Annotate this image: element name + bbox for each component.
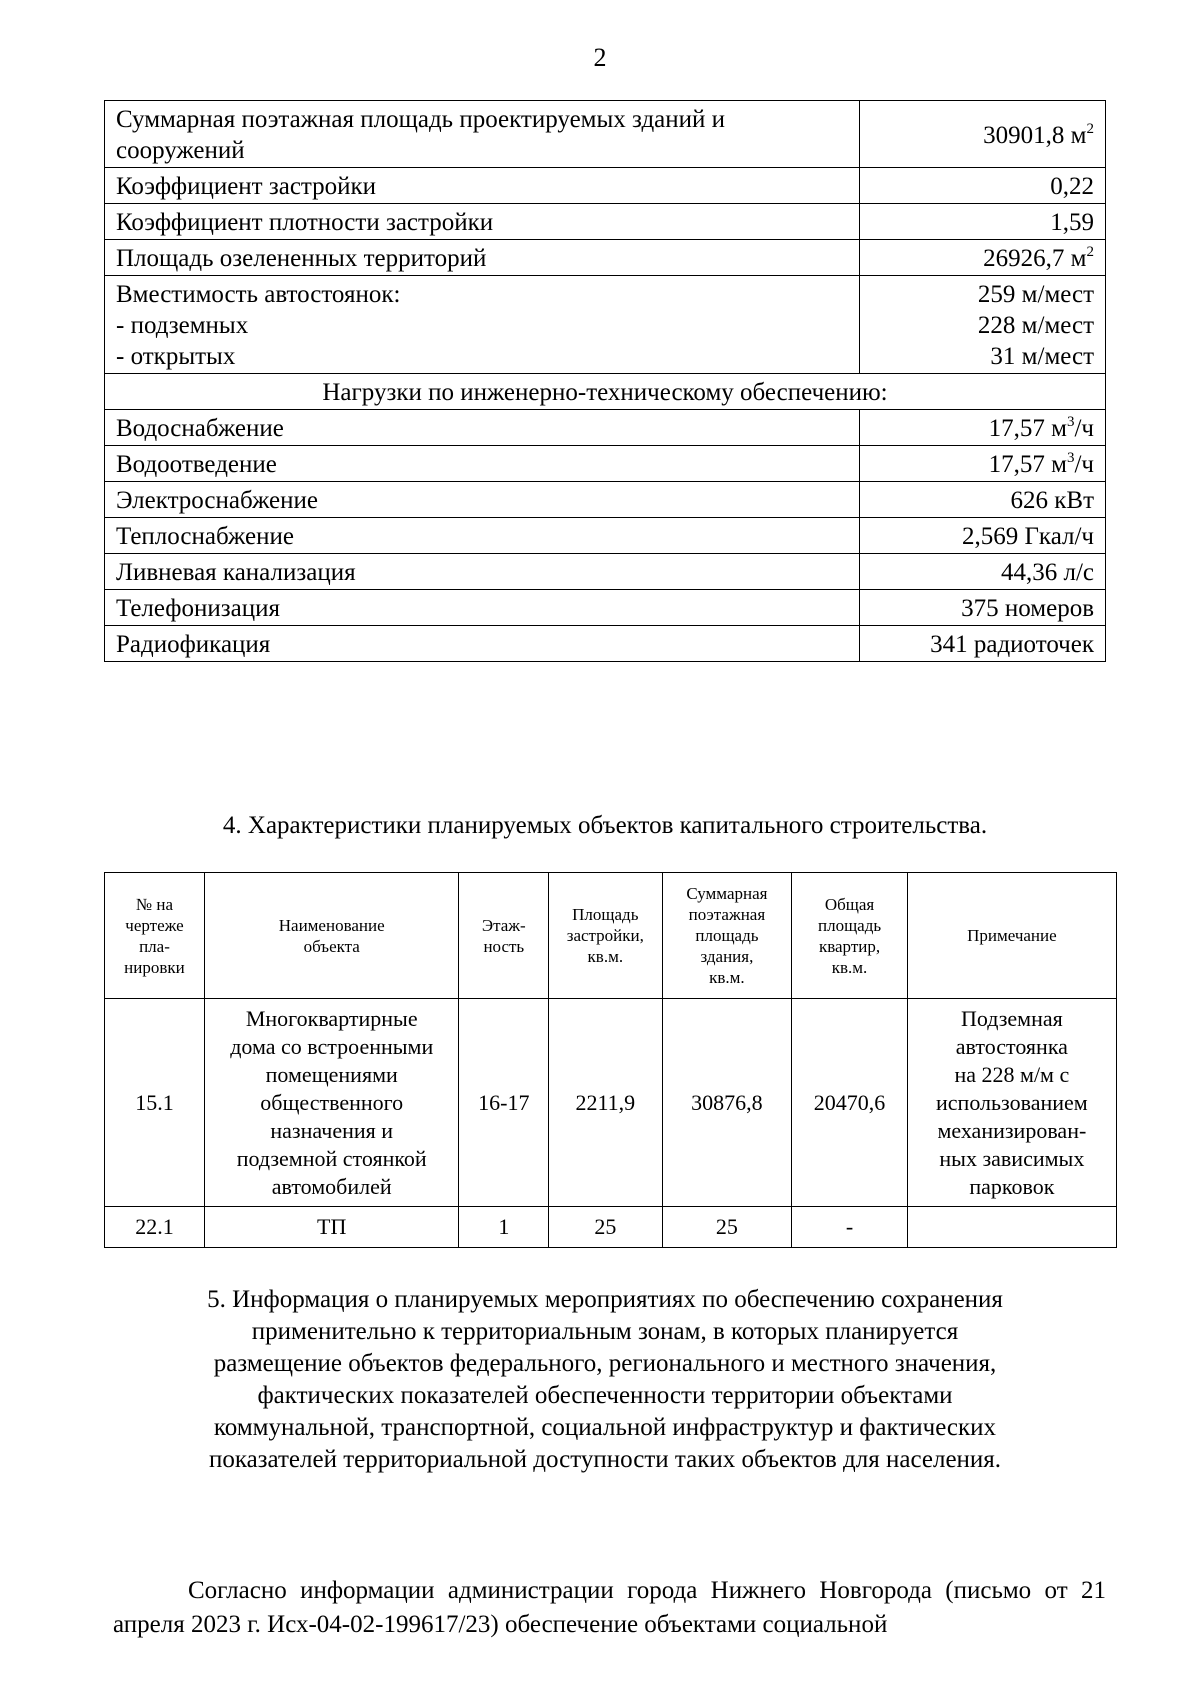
column-header — [662, 873, 792, 999]
table-cell — [459, 1207, 549, 1248]
body-paragraph: Согласно информации администрации города Нижнего Новгорода (письмо от 21 апреля 2023 г. Исх-04-02-199617/23) обеспечение объектами социальной — [113, 1577, 1106, 1638]
section-5-heading-line: показателей территориальной доступности таких объектов для населения. — [208, 1446, 1002, 1473]
param-label — [105, 168, 860, 204]
param-value-text: 17,57 м — [988, 451, 1067, 478]
table-cell — [204, 999, 459, 1207]
section-5-heading — [150, 1284, 1060, 1476]
param-value — [860, 518, 1106, 554]
table-cell-line: - — [845, 1214, 854, 1239]
table-cell-line: назначения и — [270, 1117, 394, 1143]
table-cell-line: на 228 м/м с — [954, 1061, 1070, 1087]
param-label-line: Коэффициент застройки — [116, 173, 377, 200]
param-label-line: - открытых — [116, 343, 236, 370]
param-value-line: 228 м/мест — [977, 312, 1094, 339]
param-label-line: сооружений — [116, 137, 245, 164]
table-cell-line: использованием — [936, 1089, 1088, 1115]
section-title: Нагрузки по инженерно-техническому обеспечению: — [105, 374, 1106, 410]
param-label — [105, 204, 860, 240]
capital-objects-table — [104, 872, 1117, 1248]
table-cell-line: автомобилей — [271, 1173, 392, 1199]
column-header-line: Суммарная — [686, 884, 768, 903]
column-header — [459, 873, 549, 999]
param-label — [105, 240, 860, 276]
column-header — [549, 873, 662, 999]
table-row — [105, 999, 1117, 1207]
param-label-line: Суммарная поэтажная площадь проектируемых зданий и — [116, 106, 726, 133]
table-row — [105, 1207, 1117, 1248]
param-label: Водоснабжение — [105, 410, 860, 446]
param-value-line: 26926,7 $м^2$ — [983, 244, 1094, 272]
param-value-text: 2,569 Гкал/ч — [961, 523, 1094, 550]
column-header-line: здания, — [700, 947, 754, 966]
table-cell — [204, 1207, 459, 1248]
param-value-line: 31 м/мест — [990, 343, 1094, 370]
table-row — [105, 276, 1106, 374]
table-cell — [549, 1207, 662, 1248]
table-cell — [792, 1207, 907, 1248]
section-4-heading: 4. Характеристики планируемых объектов капитального строительства. — [222, 812, 988, 839]
column-header-line: Этаж- — [481, 915, 526, 935]
table-row — [105, 446, 1106, 482]
table-cell — [549, 999, 662, 1207]
param-value — [860, 410, 1106, 446]
table-cell-line: 30876,8 — [691, 1089, 763, 1115]
table-cell-line: 16-17 — [478, 1089, 530, 1115]
table-cell — [105, 1207, 205, 1248]
table-cell-line: дома со встроенными — [230, 1033, 434, 1059]
param-value — [860, 204, 1106, 240]
param-label: Водоотведение — [105, 446, 860, 482]
table-cell-line: Подземная — [961, 1005, 1063, 1031]
param-value-text: 44,36 л/с — [1000, 559, 1094, 586]
column-header-line: № на — [135, 894, 174, 914]
section-5-heading-line: размещение объектов федерального, регионального и местного значения, — [213, 1350, 997, 1377]
table-cell-line: ных зависимых — [939, 1145, 1085, 1171]
table-cell-line: подземной стоянкой — [236, 1145, 427, 1171]
table-cell — [907, 999, 1116, 1207]
table-row — [105, 204, 1106, 240]
table-cell-line: 15.1 — [135, 1089, 174, 1115]
section-5-heading-line: 5. Информация о планируемых мероприятиях по обеспечению сохранения — [207, 1286, 1003, 1313]
column-header-line: Общая — [824, 894, 875, 914]
table-cell — [662, 1207, 792, 1248]
table-cell — [792, 999, 907, 1207]
param-value — [860, 626, 1106, 662]
table-row — [105, 590, 1106, 626]
param-value-text: 341 радиоточек — [930, 631, 1094, 658]
param-value-text: 375 номеров — [961, 595, 1094, 622]
param-value — [860, 554, 1106, 590]
table-cell — [907, 1207, 1116, 1248]
column-header-line: поэтажная — [688, 905, 766, 924]
table-row — [105, 240, 1106, 276]
table-cell — [459, 999, 549, 1207]
column-header-line: площадь — [817, 915, 882, 935]
table-row — [105, 101, 1106, 168]
table-row — [105, 482, 1106, 518]
param-value — [860, 482, 1106, 518]
column-header-line: Примечание — [967, 926, 1057, 945]
param-value — [860, 446, 1106, 482]
table-cell-line: ТП — [317, 1214, 347, 1239]
table-row — [105, 410, 1106, 446]
column-header-line: пла- — [139, 936, 170, 956]
param-label: Ливневая канализация — [105, 554, 860, 590]
param-value — [860, 590, 1106, 626]
table-cell-line: 25 — [594, 1214, 617, 1239]
column-header-line: ность — [483, 936, 525, 956]
table-row — [105, 168, 1106, 204]
section-5-heading-line: фактических показателей обеспеченности территории объектами — [257, 1382, 953, 1409]
superscript: 2 — [1086, 120, 1094, 137]
param-value — [860, 240, 1106, 276]
column-header — [105, 873, 205, 999]
param-label: Радиофикация — [105, 626, 860, 662]
table-row — [105, 374, 1106, 410]
page-number: 2 — [593, 43, 607, 72]
parameters-table — [104, 100, 1106, 662]
column-header-line: нировки — [124, 957, 185, 977]
table-cell-line: Многоквартирные — [245, 1005, 418, 1031]
column-header-line: кв.м. — [831, 957, 868, 977]
param-value-text: 626 кВт — [1010, 487, 1094, 514]
column-header-line: чертеже — [125, 915, 184, 935]
param-label-line: Площадь озелененных территорий — [116, 245, 487, 272]
param-value — [860, 101, 1106, 168]
superscript: 3 — [1066, 450, 1075, 466]
column-header — [204, 873, 459, 999]
param-value-text: 17,57 м — [988, 415, 1067, 442]
table-cell-line: парковок — [969, 1173, 1055, 1199]
table-cell-line: 20470,6 — [813, 1089, 886, 1115]
table-row — [105, 626, 1106, 662]
param-value — [860, 276, 1106, 374]
table-cell-line: общественного — [260, 1089, 404, 1115]
superscript: 2 — [1086, 244, 1094, 260]
table-row — [105, 518, 1106, 554]
section-5-heading-line: коммунальной, транспортной, социальной инфраструктур и фактических — [213, 1414, 997, 1441]
param-label: Электроснабжение — [105, 482, 860, 518]
param-value-unit: /ч — [1074, 415, 1094, 442]
column-header-line: квартир, — [818, 936, 881, 956]
table-cell-line: помещениями — [265, 1061, 398, 1087]
table-cell-line: автостоянка — [955, 1033, 1068, 1059]
param-label: Телефонизация — [105, 590, 860, 626]
column-header-line: кв.м. — [587, 947, 624, 966]
param-label — [105, 101, 860, 168]
column-header — [792, 873, 907, 999]
column-header — [907, 873, 1116, 999]
table-cell-line: 2211,9 — [575, 1089, 636, 1115]
column-header-line: кв.м. — [709, 968, 745, 987]
param-value-line: 0,22 — [1050, 173, 1094, 200]
table-cell-line: 1 — [498, 1214, 510, 1239]
param-value-line: 259 м/мест — [977, 281, 1094, 308]
column-header-line: площадь — [695, 926, 759, 945]
table-cell-line: механизирован- — [937, 1117, 1087, 1143]
table-cell-line: 25 — [715, 1214, 738, 1239]
param-label — [105, 276, 860, 374]
column-header-line: застройки, — [566, 926, 644, 945]
param-value — [860, 168, 1106, 204]
param-value-line: 1,59 — [1050, 209, 1094, 236]
param-label-line: Вместимость автостоянок: — [116, 281, 401, 308]
param-label: Теплоснабжение — [105, 518, 860, 554]
param-value-line: 30901,8 $м^2$ — [983, 120, 1094, 149]
column-header-line: Площадь — [572, 905, 639, 924]
param-label-line: - подземных — [116, 312, 249, 339]
column-header-line: объекта — [303, 936, 360, 956]
table-cell-line: 22.1 — [135, 1214, 174, 1239]
param-label-line: Коэффициент плотности застройки — [116, 209, 494, 236]
table-cell — [105, 999, 205, 1207]
param-value-unit: /ч — [1074, 451, 1094, 478]
column-header-line: Наименование — [278, 915, 385, 935]
section-5-heading-line: применительно к территориальным зонам, в которых планируется — [251, 1318, 959, 1345]
table-row — [105, 554, 1106, 590]
table-cell — [662, 999, 792, 1207]
table-header-row — [105, 873, 1117, 999]
superscript: 3 — [1066, 414, 1075, 430]
